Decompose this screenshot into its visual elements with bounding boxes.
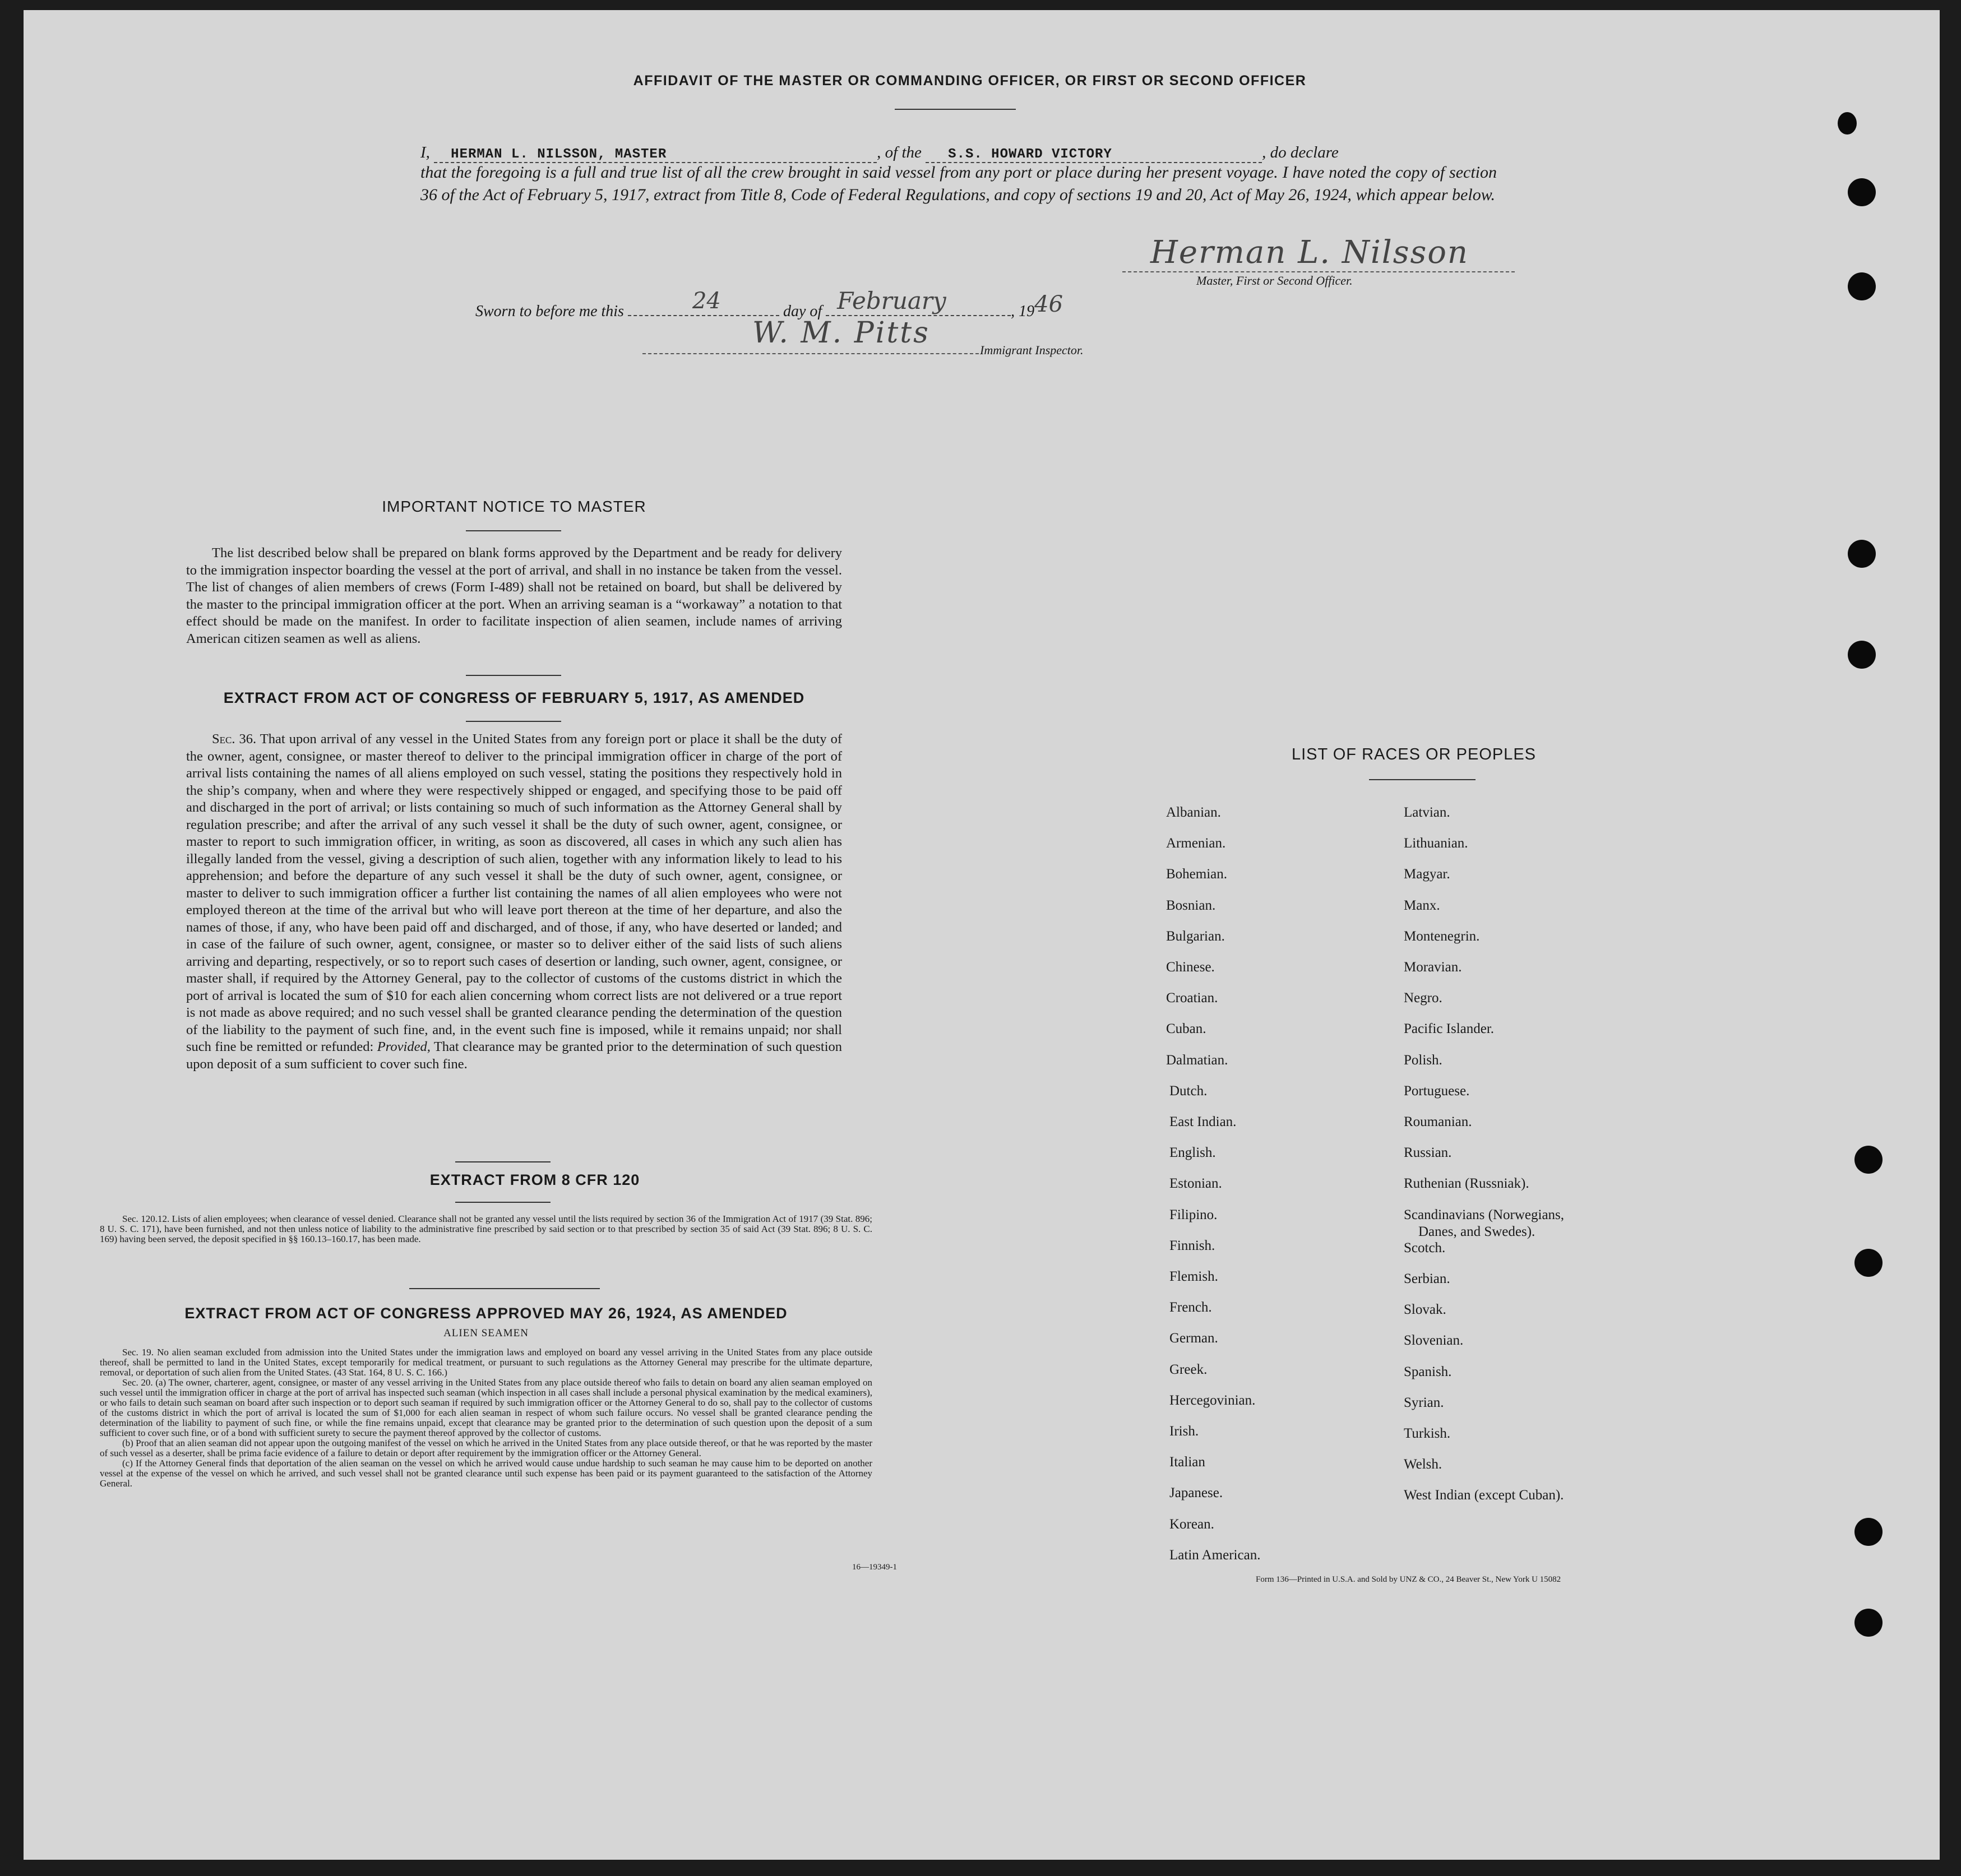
- extract-1924-body: [100, 1347, 872, 1489]
- inspector-signature: W. M. Pitts: [752, 316, 930, 350]
- race-item: Spanish.: [1404, 1364, 1452, 1379]
- race-item: East Indian.: [1169, 1114, 1237, 1129]
- divider: [455, 1202, 551, 1203]
- extract-cfr-body: Sec. 120.12. Lists of alien employees; when clearance of vessel denied. Clearance shall not be granted any vessel until the lists required by section 36 of the Immigration Act of 1917 (39 Stat. 896; 8 U. S. C. 171), have been furnished, and not then unless notice of liability to the administrative fine prescribed by said section or to that prescribed by section 35 of said Act (39 Stat. 896; 8 U. S. C. 169) having been served, the deposit specified in §§ 160.13–160.17, has been made.: [100, 1213, 872, 1244]
- extract-1924-title: EXTRACT FROM ACT OF CONGRESS APPROVED MAY 26, 1924, AS AMENDED: [184, 1305, 788, 1322]
- race-item: Moravian.: [1404, 960, 1462, 975]
- race-item: Slovak.: [1404, 1302, 1446, 1318]
- master-signature: Herman L. Nilsson: [1150, 234, 1469, 271]
- divider: [466, 675, 561, 676]
- divider: [1369, 779, 1476, 780]
- declaration-line: [420, 143, 1339, 163]
- race-item: Chinese.: [1166, 960, 1215, 975]
- race-item: Dalmatian.: [1166, 1052, 1228, 1068]
- race-item: Serbian.: [1404, 1271, 1450, 1286]
- race-item: Flemish.: [1169, 1269, 1218, 1284]
- race-item: Estonian.: [1169, 1176, 1222, 1192]
- sec-20c-text: (c) If the Attorney General finds that deportation of the alien seaman on the vessel on which he arrived would cause undue hardship to such seaman he may cause him to be deported on another vessel at the expense of the vessel on which he arrived, and such vessel shall not be granted clearance until such expense has been paid or its payment guaranteed to the satisfaction of the Attorney General.: [100, 1458, 872, 1489]
- sworn-month: February: [837, 287, 946, 314]
- race-item: Montenegrin.: [1404, 928, 1480, 944]
- extract-1917-body: [186, 731, 842, 1073]
- divider: [466, 721, 561, 722]
- signature-caption: Master, First or Second Officer.: [1196, 274, 1353, 288]
- race-item: Armenian.: [1166, 836, 1226, 851]
- punch-hole: [1848, 540, 1876, 568]
- sec-19-text: Sec. 19. No alien seaman excluded from admission into the United States under the immigration laws and employed on board any vessel arriving in the United States from any place outside thereof, shall be permitted to land in the United States, except temporarily for medical treatment, or pursuant to such regulations as the Attorney General may prescribe for the ultimate departure, removal, or deportation of such alien from the United States. (43 Stat. 164, 8 U. S. C. 166.): [100, 1347, 872, 1378]
- punch-hole: [1848, 178, 1876, 206]
- race-item: Roumanian.: [1404, 1114, 1472, 1129]
- race-item: Welsh.: [1404, 1457, 1442, 1472]
- race-item: Japanese.: [1169, 1485, 1223, 1501]
- sworn-year: 46: [1034, 291, 1063, 317]
- race-item: Albanian.: [1166, 805, 1221, 820]
- vessel-name: S.S. HOWARD VICTORY: [948, 147, 1112, 162]
- punch-hole: [1854, 1609, 1883, 1637]
- race-item: Korean.: [1169, 1516, 1214, 1532]
- divider: [466, 530, 561, 531]
- year-prefix: , 19: [1011, 303, 1035, 320]
- declaration-i: I,: [420, 143, 430, 161]
- inspector-caption: Immigrant Inspector.: [980, 343, 1084, 357]
- race-item: Polish.: [1404, 1052, 1442, 1068]
- divider: [455, 1161, 551, 1162]
- form-print-info: Form 136—Printed in U.S.A. and Sold by UNZ & CO., 24 Beaver St., New York U 15082: [1256, 1575, 1561, 1584]
- extract-cfr-title: EXTRACT FROM 8 CFR 120: [429, 1171, 640, 1188]
- notice-title: IMPORTANT NOTICE TO MASTER: [382, 498, 646, 515]
- extract-1924-subtitle: ALIEN SEAMEN: [443, 1327, 529, 1339]
- race-item: West Indian (except Cuban).: [1404, 1488, 1564, 1503]
- race-item: Turkish.: [1404, 1426, 1451, 1441]
- race-item: Dutch.: [1169, 1083, 1208, 1099]
- sec-36-text-end: That clearance may be granted prior to the determination of such question upon deposit of a sum sufficient to cover such fine.: [186, 1039, 843, 1072]
- sec-36-text: That upon arrival of any vessel in the United States from any foreign port or place it shall be the duty of the owner, agent, consignee, or master thereof to deliver to the principal immigration officer in charge of the port of arrival lists containing the names of all aliens employed on such vessel, stating the positions they respectively hold in the ship’s company, when and where they were respectively shipped or engaged, and specifying those to be paid off and discharged in the port of arrival; or lists containing so much of such information as the Attorney General shall by regulation prescribe; and after the arrival of any such vessel it shall be the duty of such owner, agent, consignee, or master to report to such immigration officer, in writing, as soon as discovered, all cases in which any such alien has illegally landed from the vessel, giving a description of such alien, together with any information likely to lead to his apprehension; and before the departure of any such vessel it shall be the duty of such owner, agent, consignee, or master to deliver to such immigration officer a further list containing the names of all alien employees who were not employed thereon at the time of the arrival but who will leave port thereon at the time of her departure, and also the names of those, if any, who have been paid off and discharged, and of those, if any, who have deserted or landed; and in case of the failure of such owner, agent, consignee, or master so to deliver either of the said lists of such aliens arriving and departing, respectively, or so to report such cases of desertion or landing, such owner, agent, consignee, or master shall, if required by the Attorney General, pay to the collector of customs of the customs district in which the port of arrival is located the sum of $10 for each alien concerning whom correct lists are not delivered or a true report is not made as above required; and no such vessel shall be granted clearance pending the determination of the question of the liability to the payment of such fine, and, in the event such fine is imposed, while it remains unpaid; nor shall such fine be remitted or refunded:: [186, 731, 842, 1054]
- race-item: Manx.: [1404, 897, 1440, 913]
- sec-20a-text: Sec. 20. (a) The owner, charterer, agent, consignee, or master of any vessel arriving in the United States from any place outside thereof who fails to detain on board any alien seaman employed on such vessel until the immigration officer in charge at the port of arrival has inspected such seaman (which inspection in all cases shall include a personal physical examination by the medical examiners), or who fails to detain such seaman on board after such inspection or to deport such seaman if required by such immigration officer or the Attorney General to do so, shall pay to the collector of customs of the customs district in which the port of arrival is located the sum of $1,000 for each alien seaman in respect of whom such failure occurs. No vessel shall be granted clearance pending the determination of the liability to payment of such fine, or while the fine remains unpaid, except that clearance may be granted prior to the determination of such question upon the deposit of a sum sufficient to cover such fine, or of a bond with sufficient surety to secure the payment thereof approved by the collector of customs.: [100, 1377, 872, 1438]
- race-item: Hercegovinian.: [1169, 1392, 1256, 1408]
- races-title: LIST OF RACES OR PEOPLES: [1291, 745, 1537, 763]
- document-page: [24, 10, 1940, 1860]
- race-item: Cuban.: [1166, 1021, 1206, 1037]
- form-code: 16—19349-1: [852, 1563, 897, 1572]
- race-item: Croatian.: [1166, 990, 1218, 1006]
- race-item: Latvian.: [1404, 805, 1450, 820]
- race-item: Greek.: [1169, 1361, 1208, 1377]
- race-item: Portuguese.: [1404, 1083, 1470, 1099]
- race-item: Latin American.: [1169, 1547, 1261, 1563]
- provided-text: Provided,: [377, 1039, 431, 1054]
- punch-hole: [1848, 272, 1876, 300]
- master-name: HERMAN L. NILSSON, MASTER: [451, 147, 667, 162]
- race-item: Finnish.: [1169, 1238, 1215, 1253]
- notice-body: The list described below shall be prepared on blank forms approved by the Department and be ready for delivery to the immigration inspector boarding the vessel at the port of arrival, and shall in no instance be taken from the vessel. The list of changes of alien members of crews (Form I-489) shall not be retained on board, but shall be delivered by the master to the principal immigration officer at the port. When an arriving seaman is a “workaway” a notation to that effect should be made on the manifest. In order to facilitate inspection of alien seamen, include names of arriving American citizen seamen as well as aliens.: [186, 545, 842, 646]
- sec-36-label: Sec. 36.: [212, 731, 257, 747]
- declaration-body: that the foregoing is a full and true list of all the crew brought in said vessel from any port or place during her present voyage. I have noted the copy of section 36 of the Act of February 5, 1917, extract from Title 8, Code of Federal Regulations, and copy of sections 19 and 20, Act of May 26, 1924, which appear below.: [420, 163, 1497, 204]
- signature-line: [1122, 234, 1515, 272]
- race-item: French.: [1169, 1300, 1212, 1315]
- race-item: German.: [1169, 1331, 1218, 1346]
- race-item: Filipino.: [1169, 1207, 1218, 1222]
- race-item: Lithuanian.: [1404, 836, 1468, 851]
- race-item: Bosnian.: [1166, 897, 1216, 913]
- punch-hole: [1854, 1146, 1883, 1174]
- sworn-text: Sworn to before me this: [475, 303, 624, 320]
- sworn-day: 24: [692, 288, 721, 314]
- race-item: Italian: [1169, 1455, 1205, 1470]
- punch-hole: [1854, 1249, 1883, 1277]
- race-item: Danes, and Swedes).: [1418, 1224, 1535, 1239]
- race-item: Ruthenian (Russniak).: [1404, 1176, 1529, 1192]
- affidavit-title: AFFIDAVIT OF THE MASTER OR COMMANDING OFFICER, OR FIRST OR SECOND OFFICER: [633, 73, 1307, 89]
- race-item: English.: [1169, 1145, 1216, 1161]
- day-of-text: day of: [783, 303, 822, 320]
- race-item: Negro.: [1404, 990, 1442, 1006]
- of-the-text: , of the: [877, 143, 922, 161]
- race-item: Magyar.: [1404, 867, 1450, 882]
- punch-hole: [1854, 1518, 1883, 1546]
- race-item: Slovenian.: [1404, 1333, 1464, 1349]
- do-declare-text: , do declare: [1262, 143, 1339, 161]
- race-item: Syrian.: [1404, 1395, 1444, 1410]
- race-item: Irish.: [1169, 1424, 1199, 1439]
- punch-hole: [1848, 641, 1876, 669]
- race-item: Scotch.: [1404, 1240, 1446, 1256]
- race-item: Bohemian.: [1166, 867, 1228, 882]
- race-item: Bulgarian.: [1166, 928, 1225, 944]
- race-item: Pacific Islander.: [1404, 1021, 1495, 1037]
- divider: [409, 1288, 600, 1289]
- inspector-signature-line: [642, 316, 979, 354]
- sec-20b-text: (b) Proof that an alien seaman did not appear upon the outgoing manifest of the vessel on which he arrived in the United States from any place outside thereof, or that he was reported by the master of such vessel as a deserter, shall be prima facie evidence of a failure to detain or deport after requirement by the immigration officer or the Attorney General.: [100, 1438, 872, 1458]
- race-item: Scandinavians (Norwegians,: [1404, 1207, 1565, 1222]
- punch-hole: [1838, 112, 1857, 135]
- divider: [895, 109, 1016, 110]
- extract-1917-title: EXTRACT FROM ACT OF CONGRESS OF FEBRUARY 5, 1917, AS AMENDED: [223, 689, 805, 706]
- race-item: Russian.: [1404, 1145, 1452, 1161]
